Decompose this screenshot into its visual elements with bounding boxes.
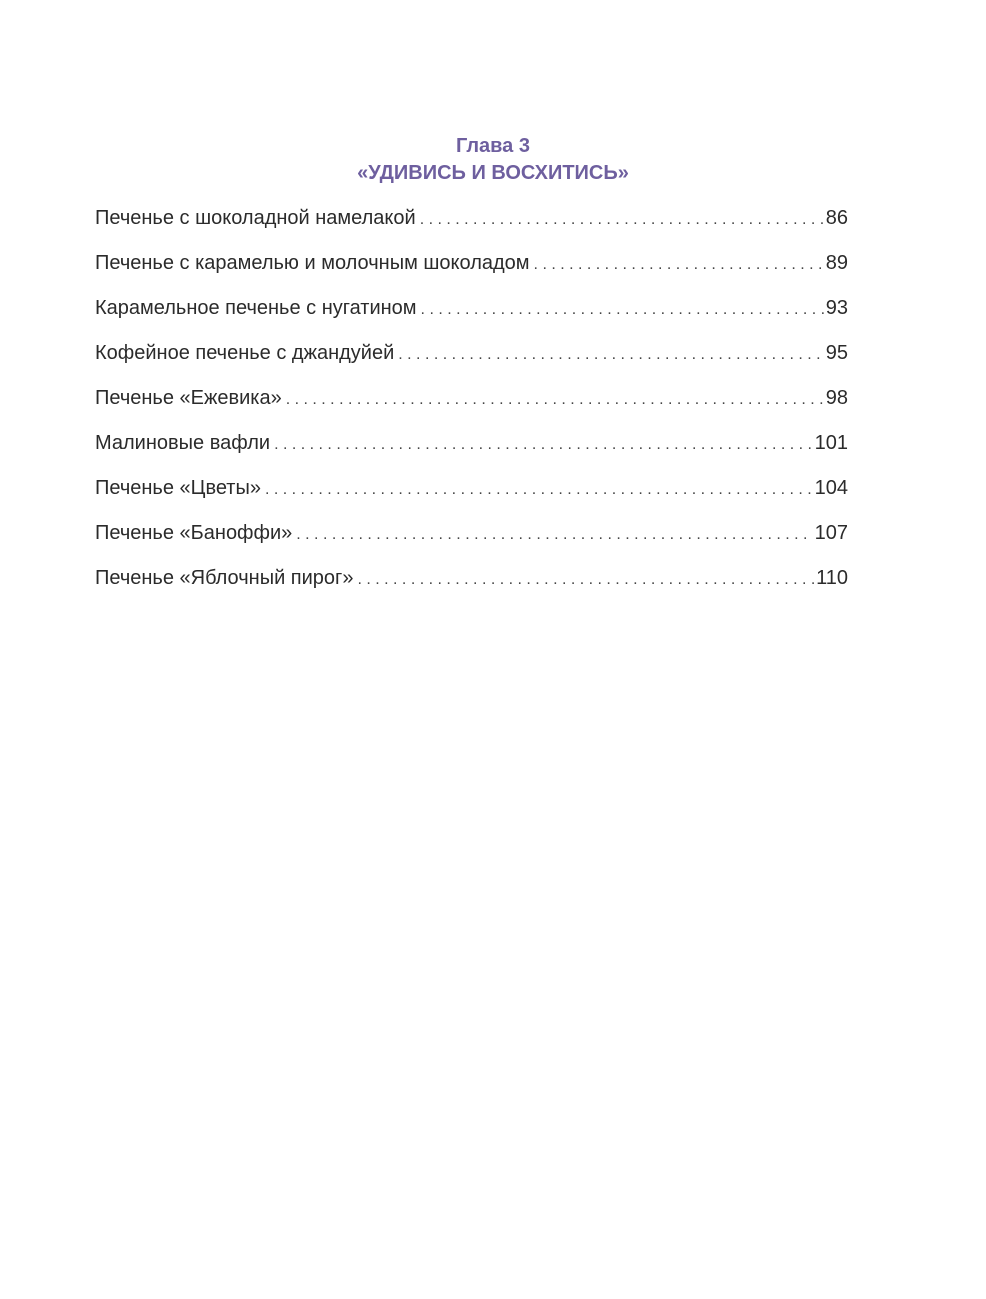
toc-entry-page: 89 [825,252,848,274]
toc-entry-page: 104 [814,477,848,499]
toc-entry[interactable] [95,340,848,385]
toc-entry[interactable] [95,385,848,430]
toc-entry-page: 107 [814,522,848,544]
toc-dot-leader [357,567,814,593]
toc-entry[interactable] [95,295,848,340]
toc-entry-title: Печенье «Баноффи» [95,522,293,544]
toc-entry-page: 98 [825,387,848,409]
toc-entry-title: Печенье с шоколадной намелакой [95,207,416,229]
toc-entry-page: 101 [814,432,848,454]
toc-entry-page: 93 [825,297,848,319]
toc-entry[interactable] [95,565,848,610]
toc-dot-leader [265,477,813,503]
toc-entry-title: Кофейное печенье с джандуйей [95,342,395,364]
chapter-header [0,133,986,187]
chapter-title: «УДИВИСЬ И ВОСХИТИСЬ» [357,162,629,184]
chapter-label: Глава 3 [455,135,530,157]
toc-entry-title: Печенье «Ежевика» [95,387,282,409]
toc-entry-page: 86 [825,207,848,229]
toc-entry[interactable] [95,205,848,250]
toc-entry-title: Печенье «Цветы» [95,477,261,499]
toc-entry-title: Печенье «Яблочный пирог» [95,567,354,589]
toc-entry-page: 110 [816,567,848,589]
toc-entry-title: Малиновые вафли [95,432,271,454]
toc-dot-leader [286,387,824,413]
toc-entry[interactable] [95,520,848,565]
toc-dot-leader [296,522,812,548]
toc-entry-page: 95 [825,342,848,364]
toc-entry[interactable] [95,250,848,295]
toc-dot-leader [274,432,813,458]
toc-entry-title: Карамельное печенье с нугатином [95,297,417,319]
toc-entry-title: Печенье с карамелью и молочным шоколадом [95,252,530,274]
toc-entry[interactable] [95,430,848,475]
toc-dot-leader [421,297,824,323]
toc-dot-leader [420,207,824,233]
table-of-contents [95,205,848,610]
toc-dot-leader [398,342,823,368]
toc-dot-leader [534,252,824,278]
toc-entry[interactable] [95,475,848,520]
